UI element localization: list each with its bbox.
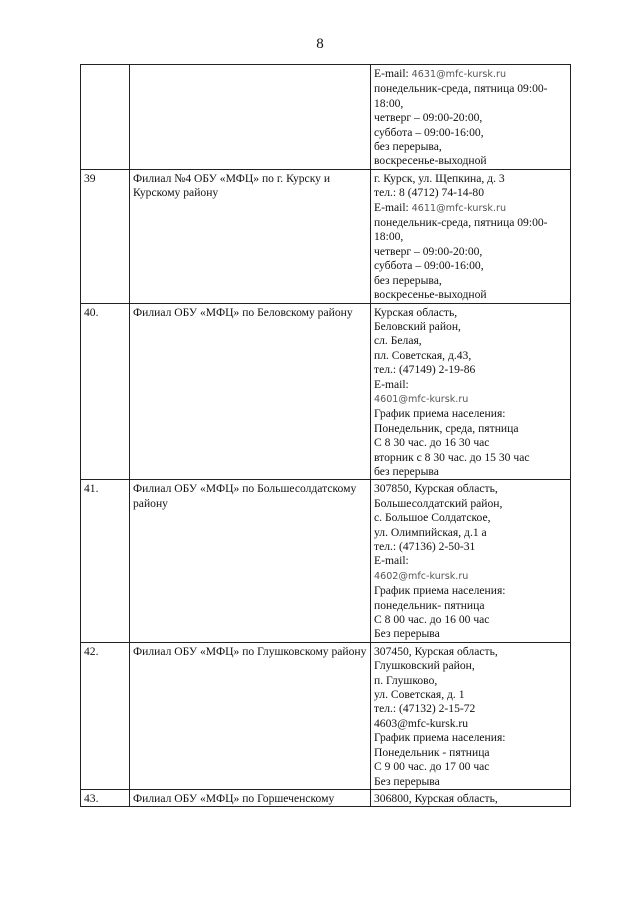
info-line: Беловский район, — [374, 319, 461, 333]
info-line: Без перерыва — [374, 774, 440, 788]
info-line: без перерыва — [374, 464, 439, 478]
info-line: четверг – 09:00-20:00, — [374, 111, 483, 125]
info-line: С 8 00 час. до 16 00 час — [374, 613, 490, 627]
table-row — [81, 303, 571, 480]
branch-name: Филиал ОБУ «МФЦ» по Горшеченскому — [130, 789, 371, 806]
info-line: четверг – 09:00-20:00, — [374, 244, 483, 258]
info-line: тел.: 8 (4712) 74-14-80 — [374, 186, 485, 200]
table-row — [81, 169, 571, 303]
info-line: вторник с 8 30 час. до 15 30 час — [374, 450, 530, 464]
email-address: 4611@mfc-kursk.ru — [411, 202, 507, 214]
email-address: 4601@mfc-kursk.ru — [374, 393, 469, 405]
email-label: E-mail: — [374, 67, 412, 80]
branch-name — [130, 65, 371, 170]
info-line: Понедельник, среда, пятница — [374, 421, 519, 435]
info-line: С 9 00 час. до 17 00 час — [374, 760, 490, 774]
email-line — [374, 392, 567, 407]
table-row — [81, 789, 571, 806]
info-line: пл. Советская, д.43, — [374, 348, 472, 362]
table-row — [81, 642, 571, 789]
branch-contacts — [371, 65, 571, 170]
page-number: 8 — [316, 36, 324, 52]
branch-contacts — [371, 642, 571, 789]
info-line: без перерыва, — [374, 140, 442, 154]
info-line: 307850, Курская область, — [374, 482, 498, 496]
row-number: 42. — [81, 642, 130, 789]
info-line: понедельник- пятница — [374, 598, 485, 612]
email-line — [374, 67, 567, 82]
info-line: График приема населения: — [374, 407, 506, 421]
email-label: E-mail: — [374, 200, 412, 214]
info-line: тел.: (47136) 2-50-31 — [374, 540, 476, 553]
email-address: 4602@mfc-kursk.ru — [374, 570, 469, 582]
info-line: воскресенье-выходной — [374, 154, 487, 168]
info-line: суббота – 09:00-16:00, — [374, 259, 484, 273]
branches-table-body — [81, 65, 571, 807]
info-line: понедельник-среда, пятница 09:00- — [374, 216, 548, 230]
info-line: 18:00, — [374, 230, 404, 244]
info-line: ул. Олимпийская, д.1 а — [374, 525, 487, 539]
row-number: 41. — [81, 480, 130, 642]
info-line: понедельник-среда, пятница 09:00- — [374, 82, 548, 96]
email-line — [374, 201, 567, 216]
branch-name: Филиал ОБУ «МФЦ» по Глушковскому району — [130, 642, 371, 789]
info-line: Глушковский район, — [374, 659, 475, 673]
branch-name: Филиал ОБУ «МФЦ» по Большесолдатскому району — [130, 480, 371, 642]
info-line: 306800, Курская область, — [374, 791, 498, 805]
branches-table — [80, 64, 571, 807]
info-line: ул. Советская, д. 1 — [374, 688, 465, 702]
info-line: тел.: (47149) 2-19-86 — [374, 363, 476, 377]
info-line: Понедельник - пятница — [374, 745, 490, 759]
info-line: г. Курск, ул. Щепкина, д. 3 — [374, 171, 505, 185]
branch-name: Филиал №4 ОБУ «МФЦ» по г. Курску и Курскому району — [130, 169, 371, 303]
row-number: 39 — [81, 169, 130, 303]
info-line: 4603@mfc-kursk.ru — [374, 716, 469, 730]
email-line — [374, 569, 567, 584]
branch-name: Филиал ОБУ «МФЦ» по Беловскому району — [130, 303, 371, 480]
table-row — [81, 65, 571, 170]
email-address: 4631@mfc-kursk.ru — [411, 69, 507, 80]
row-number — [81, 65, 130, 170]
info-line: График приема населения: — [374, 584, 506, 598]
info-line: без перерыва, — [374, 273, 442, 287]
info-line: Без перерыва — [374, 627, 440, 641]
info-line: 307450, Курская область, — [374, 644, 498, 658]
branch-contacts — [371, 789, 571, 806]
info-line: тел.: (47132) 2-15-72 — [374, 702, 476, 716]
info-line: суббота – 09:00-16:00, — [374, 125, 484, 139]
table-row — [81, 480, 571, 642]
info-line: E-mail: — [374, 554, 409, 568]
info-line: График приема населения: — [374, 731, 506, 745]
info-line: п. Глушково, — [374, 673, 438, 687]
info-line: Большесолдатский район, — [374, 496, 503, 510]
info-line: E-mail: — [374, 377, 409, 391]
info-line: Курская область, — [374, 305, 458, 319]
info-line: воскресенье-выходной — [374, 288, 487, 302]
info-line: С 8 30 час. до 16 30 час — [374, 436, 490, 450]
branch-contacts — [371, 303, 571, 480]
info-line: сл. Белая, — [374, 334, 422, 348]
row-number: 40. — [81, 303, 130, 480]
branch-contacts — [371, 480, 571, 642]
row-number: 43. — [81, 789, 130, 806]
info-line: с. Большое Солдатское, — [374, 511, 491, 525]
info-line: 18:00, — [374, 96, 404, 110]
branch-contacts — [371, 169, 571, 303]
